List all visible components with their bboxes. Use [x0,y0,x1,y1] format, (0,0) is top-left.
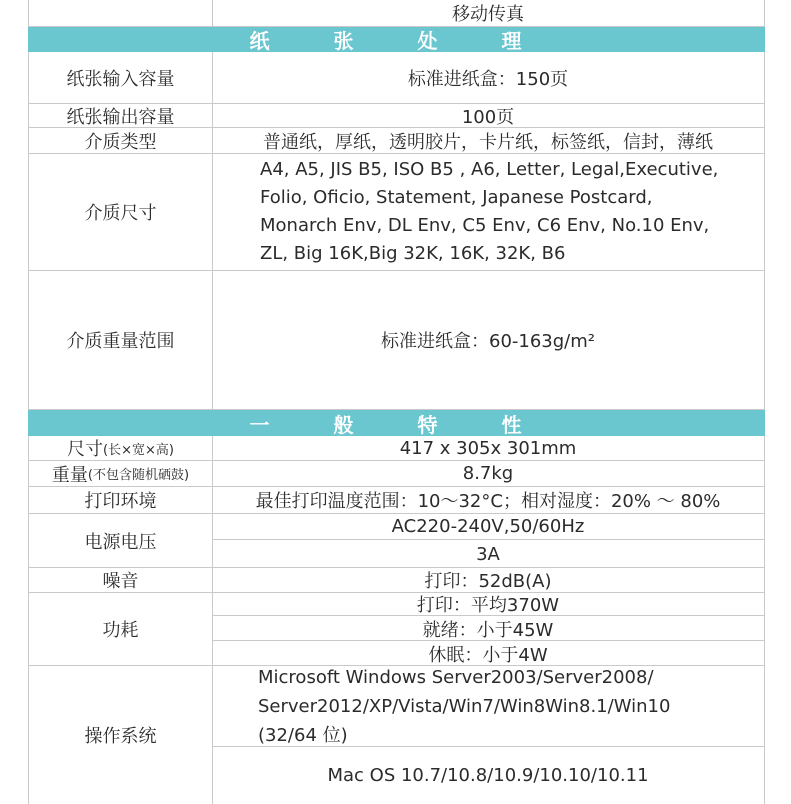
media-size-line: Folio, Oficio, Statement, Japanese Postcard, [260,187,653,208]
spec-label: 电源电压 [29,514,213,567]
spec-value: 打印：平均370W [212,593,764,616]
section-header-paper: 纸 张 处 理 [28,27,765,52]
spec-row-media-size [28,154,765,271]
spec-label: 打印环境 [29,487,213,513]
spec-value: AC220-240V,50/60Hz [212,514,764,540]
spec-value: 标准进纸盒：60-163g/m² [381,331,595,352]
spec-label: 纸张输出容量 [29,104,213,127]
media-size-line: ZL, Big 16K,Big 32K, 16K, 32K, B6 [260,243,566,264]
size-sub-label: (长×宽×高) [103,442,174,458]
spec-label: 介质重量范围 [29,271,213,409]
spec-value: Mac OS 10.7/10.8/10.9/10.10/10.11 [327,765,649,786]
spec-label: 操作系统 [29,666,213,804]
spec-row-power-consumption [28,593,765,666]
spec-label: 纸张输入容量 [29,52,213,103]
mass-label: 重量 [51,464,88,486]
spec-value: 417 x 305x 301mm [399,437,577,459]
spec-row-os [28,666,765,804]
mass-sub-label: (不包含随机硒鼓) [87,468,190,483]
spec-value: 标准进纸盒：150页 [407,68,569,90]
spec-value-multiline [212,154,764,270]
section-header-general: 一 般 特 性 [28,410,765,436]
spec-row-media-type [28,128,765,154]
spec-row-output-capacity [28,104,765,128]
spec-row-environment [28,487,765,514]
media-size-line: A4, A5, JIS B5, ISO B5 , A6, Letter, Legal,Executive, [260,159,719,180]
spec-value: 就绪：小于45W [212,617,764,641]
spec-value: 打印：52dB(A) [424,571,552,592]
spec-label: 噪音 [29,568,213,592]
spec-label: 功耗 [29,593,213,665]
spec-row-input-capacity [28,52,765,104]
spec-value: 最佳打印温度范围：10～32°C；相对湿度：20% ～ 80% [255,491,721,512]
os-line: Microsoft Windows Server2003/Server2008/ [258,666,654,688]
spec-row-media-weight [28,271,765,410]
spec-row-fax [28,0,765,27]
spec-label: 介质类型 [29,128,213,153]
spec-table [28,0,767,804]
spec-row-noise [28,568,765,593]
os-line: Server2012/XP/Vista/Win7/Win8Win8.1/Win10 [258,695,671,717]
spec-value-fax: 移动传真 [452,4,524,25]
spec-value-multiline [212,666,764,747]
spec-label [29,461,213,486]
spec-value: 100页 [461,106,515,128]
spec-value: 3A [476,543,500,565]
spec-row-voltage [28,514,765,568]
spec-value: 普通纸，厚纸，透明胶片，卡片纸，标签纸，信封，薄纸 [263,131,713,153]
spec-row-size [28,436,765,461]
size-label: 尺寸 [67,439,104,460]
media-size-line: Monarch Env, DL Env, C5 Env, C6 Env, No.10 Env, [260,215,710,236]
spec-label-empty [29,0,213,26]
spec-value: 休眠：小于4W [428,644,548,666]
spec-label: 介质尺寸 [29,154,213,270]
spec-value: 8.7kg [462,463,514,484]
spec-label [29,436,213,460]
spec-row-weight [28,461,765,487]
os-line: (32/64 位) [258,724,348,746]
